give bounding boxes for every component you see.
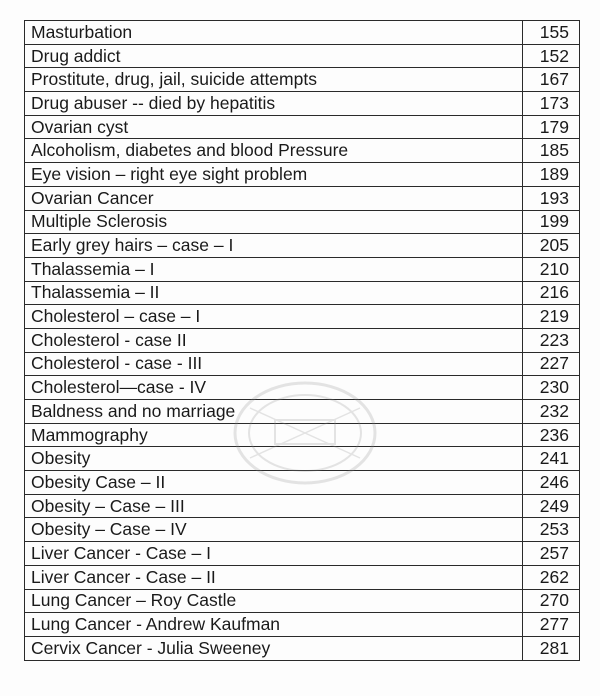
table-row bbox=[25, 139, 580, 163]
topic-cell: Drug abuser -- died by hepatitis bbox=[25, 92, 523, 116]
table-row bbox=[25, 92, 580, 116]
table-row bbox=[25, 494, 580, 518]
topic-cell: Cholesterol - case II bbox=[25, 328, 523, 352]
page-number-cell: 270 bbox=[523, 589, 580, 613]
table-row bbox=[25, 234, 580, 258]
page-number-cell: 185 bbox=[523, 139, 580, 163]
table-row bbox=[25, 376, 580, 400]
topic-cell: Cholesterol – case – I bbox=[25, 305, 523, 329]
table-row bbox=[25, 352, 580, 376]
topic-cell: Alcoholism, diabetes and blood Pressure bbox=[25, 139, 523, 163]
table-row bbox=[25, 281, 580, 305]
page-number-cell: 199 bbox=[523, 210, 580, 234]
page-number-cell: 210 bbox=[523, 257, 580, 281]
topic-cell: Cholesterol—case - IV bbox=[25, 376, 523, 400]
page-number-cell: 281 bbox=[523, 636, 580, 660]
topic-cell: Ovarian cyst bbox=[25, 115, 523, 139]
topic-cell: Eye vision – right eye sight problem bbox=[25, 163, 523, 187]
page-number-cell: 241 bbox=[523, 447, 580, 471]
table-row bbox=[25, 210, 580, 234]
page-number-cell: 155 bbox=[523, 21, 580, 45]
page-number-cell: 152 bbox=[523, 44, 580, 68]
topic-cell: Thalassemia – II bbox=[25, 281, 523, 305]
topic-cell: Multiple Sclerosis bbox=[25, 210, 523, 234]
table-row bbox=[25, 447, 580, 471]
page-number-cell: 227 bbox=[523, 352, 580, 376]
topic-cell: Drug addict bbox=[25, 44, 523, 68]
table-row bbox=[25, 542, 580, 566]
page-number-cell: 236 bbox=[523, 423, 580, 447]
topic-cell: Thalassemia – I bbox=[25, 257, 523, 281]
topic-cell: Lung Cancer - Andrew Kaufman bbox=[25, 613, 523, 637]
page-number-cell: 179 bbox=[523, 115, 580, 139]
table-row bbox=[25, 257, 580, 281]
table-row bbox=[25, 565, 580, 589]
table-row bbox=[25, 44, 580, 68]
page-number-cell: 193 bbox=[523, 186, 580, 210]
page-number-cell: 257 bbox=[523, 542, 580, 566]
contents-table bbox=[24, 20, 580, 661]
page-number-cell: 173 bbox=[523, 92, 580, 116]
page-number-cell: 189 bbox=[523, 163, 580, 187]
topic-cell: Obesity – Case – IV bbox=[25, 518, 523, 542]
topic-cell: Cervix Cancer - Julia Sweeney bbox=[25, 636, 523, 660]
page-number-cell: 216 bbox=[523, 281, 580, 305]
topic-cell: Prostitute, drug, jail, suicide attempts bbox=[25, 68, 523, 92]
table-row bbox=[25, 163, 580, 187]
topic-cell: Obesity – Case – III bbox=[25, 494, 523, 518]
topic-cell: Obesity Case – II bbox=[25, 471, 523, 495]
table-row bbox=[25, 305, 580, 329]
topic-cell: Mammography bbox=[25, 423, 523, 447]
page-number-cell: 246 bbox=[523, 471, 580, 495]
table-row bbox=[25, 589, 580, 613]
topic-cell: Masturbation bbox=[25, 21, 523, 45]
page-number-cell: 219 bbox=[523, 305, 580, 329]
page-number-cell: 230 bbox=[523, 376, 580, 400]
table-row bbox=[25, 636, 580, 660]
page-number-cell: 223 bbox=[523, 328, 580, 352]
table-row bbox=[25, 68, 580, 92]
table-row bbox=[25, 21, 580, 45]
table-row bbox=[25, 115, 580, 139]
table-row bbox=[25, 613, 580, 637]
contents-table-body bbox=[25, 21, 580, 661]
topic-cell: Ovarian Cancer bbox=[25, 186, 523, 210]
topic-cell: Baldness and no marriage bbox=[25, 400, 523, 424]
topic-cell: Obesity bbox=[25, 447, 523, 471]
page-number-cell: 167 bbox=[523, 68, 580, 92]
page-number-cell: 262 bbox=[523, 565, 580, 589]
page-number-cell: 253 bbox=[523, 518, 580, 542]
page-number-cell: 205 bbox=[523, 234, 580, 258]
table-row bbox=[25, 471, 580, 495]
table-row bbox=[25, 328, 580, 352]
page-number-cell: 277 bbox=[523, 613, 580, 637]
topic-cell: Liver Cancer - Case – I bbox=[25, 542, 523, 566]
table-row bbox=[25, 400, 580, 424]
topic-cell: Liver Cancer - Case – II bbox=[25, 565, 523, 589]
table-row bbox=[25, 423, 580, 447]
topic-cell: Lung Cancer – Roy Castle bbox=[25, 589, 523, 613]
topic-cell: Early grey hairs – case – I bbox=[25, 234, 523, 258]
table-row bbox=[25, 186, 580, 210]
topic-cell: Cholesterol - case - III bbox=[25, 352, 523, 376]
table-row bbox=[25, 518, 580, 542]
page-number-cell: 249 bbox=[523, 494, 580, 518]
page-number-cell: 232 bbox=[523, 400, 580, 424]
